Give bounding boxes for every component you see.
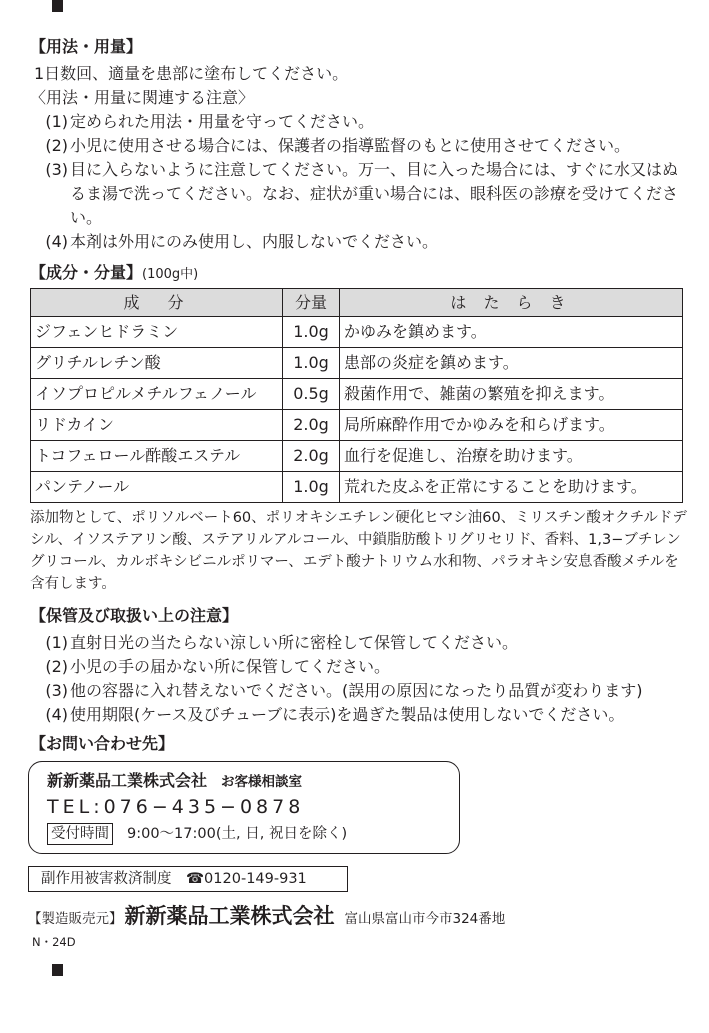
crop-mark xyxy=(52,0,63,12)
ingredient-name: トコフェロール酢酸エステル xyxy=(31,441,283,472)
ingredient-amount: 1.0g xyxy=(283,472,340,503)
additives-text: 添加物として、ポリソルベート60、ポリオキシエチレン硬化ヒマシ油60、ミリスチン酸オクチルドデシル、イソステアリン酸、ステアリルアルコール、中鎖脂肪酸トリグリセリド、香料、1,3−ブチレングリコール、カルボキシビニルポリマー、エデト酸ナトリウム水和物、パラオキシ安息香酸メチルを含有します。 xyxy=(30,510,687,592)
storage-item: (1) 直射日光の当たらない涼しい所に密栓して保管してください。 xyxy=(45,633,519,652)
ingredient-function: 殺菌作用で、雑菌の繁殖を抑えます。 xyxy=(340,379,683,410)
ingredient-function: 荒れた皮ふを正常にすることを助けます。 xyxy=(340,472,683,503)
maker-name: 新新薬品工業株式会社 xyxy=(124,904,335,928)
ingredient-function: 患部の炎症を鎮めます。 xyxy=(340,348,683,379)
contact-box xyxy=(28,761,460,854)
usage-text: 1日数回、適量を患部に塗布してください。 xyxy=(34,64,349,83)
usage-section xyxy=(30,62,689,254)
usage-item: (3) 目に入らないように注意してください。万一、目に入った場合には、すぐに水又はぬるま湯で洗ってください。なお、症状が重い場合には、眼科医の診療を受けてください。 xyxy=(45,160,679,227)
relief-system-box xyxy=(28,866,348,892)
maker-address: 富山県富山市今市324番地 xyxy=(344,911,506,927)
contact-dept: お客様相談室 xyxy=(221,774,303,790)
maker-label: 【製造販売元】 xyxy=(28,911,123,927)
ingredient-function: 血行を促進し、治療を助けます。 xyxy=(340,441,683,472)
ingredient-name: ジフェンヒドラミン xyxy=(31,317,283,348)
document-code: N・24D xyxy=(32,935,76,949)
ingredient-name: イソプロピルメチルフェノール xyxy=(31,379,283,410)
ingredient-row xyxy=(31,441,683,472)
ingredient-function: かゆみを鎮めます。 xyxy=(340,317,683,348)
ingredient-row xyxy=(31,317,683,348)
ingredient-row xyxy=(31,410,683,441)
usage-item: (4) 本剤は外用にのみ使用し、内服しないでください。 xyxy=(45,232,439,251)
hours-label: 受付時間 xyxy=(47,823,113,845)
hours-text: 9:00〜17:00(土, 日, 祝日を除く) xyxy=(127,826,348,842)
contact-heading: 【お問い合わせ先】 xyxy=(30,734,175,753)
storage-item: (2) 小児の手の届かない所に保管してください。 xyxy=(45,657,391,676)
usage-item: (1) 定められた用法・用量を守ってください。 xyxy=(45,112,375,131)
ingredient-row xyxy=(31,348,683,379)
ingredient-name: リドカイン xyxy=(31,410,283,441)
usage-item: (2) 小児に使用させる場合には、保護者の指導監督のもとに使用させてください。 xyxy=(45,136,631,155)
ingredient-amount: 2.0g xyxy=(283,410,340,441)
ingredient-name: パンテノール xyxy=(31,472,283,503)
contact-company: 新新薬品工業株式会社 xyxy=(47,771,208,790)
usage-subheading: 〈用法・用量に関連する注意〉 xyxy=(30,88,255,107)
storage-item: (4) 使用期限(ケース及びチューブに表示)を過ぎた製品は使用しないでください。 xyxy=(45,705,625,724)
ingredient-name: グリチルレチン酸 xyxy=(31,348,283,379)
storage-item: (3) 他の容器に入れ替えないでください。(誤用の原因になったり品質が変わります) xyxy=(45,681,643,700)
ingredients-heading: 【成分・分量】(100g中) xyxy=(30,263,199,282)
ingredient-amount: 1.0g xyxy=(283,348,340,379)
ingredient-amount: 1.0g xyxy=(283,317,340,348)
relief-label: 副作用被害救済制度 xyxy=(41,871,172,887)
ingredient-amount: 0.5g xyxy=(283,379,340,410)
usage-heading: 【用法・用量】 xyxy=(30,37,143,56)
storage-heading: 【保管及び取扱い上の注意】 xyxy=(30,606,239,625)
ingredient-function: 局所麻酔作用でかゆみを和らげます。 xyxy=(340,410,683,441)
manufacturer xyxy=(28,900,689,930)
contact-phone: TEL:076−435−0878 xyxy=(47,796,305,818)
ingredients-table: 成 分 分量 は た ら き ジフェンヒドラミン 1.0g かゆみを鎮めます。 グリチルレチン酸 1.0g 患部の炎症を鎮めます。 イソプロピルメチルフェノール 0.5g 殺菌作用で、雑菌の繁殖を抑えます。 リドカイン 2.0g 局所麻酔作用でかゆみを和らげます。 トコフェロール酢酸エステル 2.0g 血行を促進し、治療を助けます。 パンテノール 1.0g 荒れた皮ふを正常にすることを助けます。 xyxy=(30,288,683,503)
crop-mark xyxy=(52,964,63,976)
relief-phone: ☎0120-149-931 xyxy=(186,871,307,887)
ingredient-row xyxy=(31,472,683,503)
ingredient-row xyxy=(31,379,683,410)
ingredient-amount: 2.0g xyxy=(283,441,340,472)
storage-section xyxy=(30,631,689,727)
